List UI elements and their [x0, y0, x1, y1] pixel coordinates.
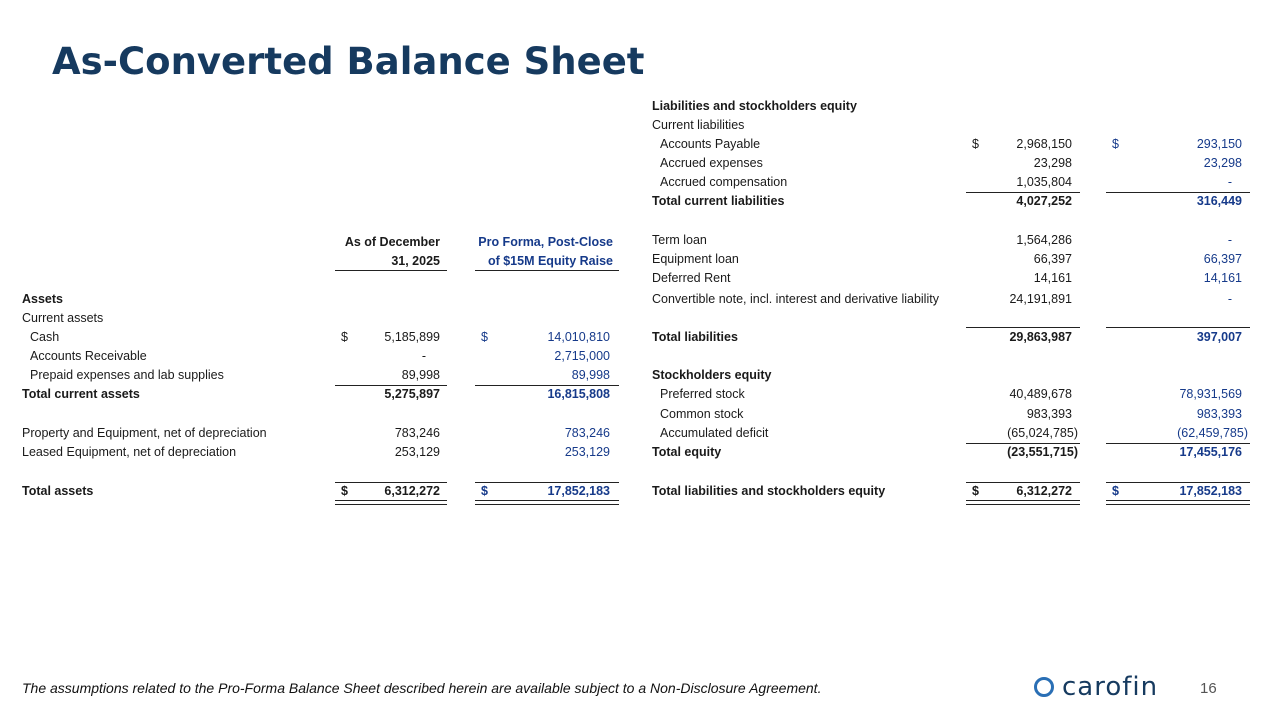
row-cash: Cash $ 5,185,899 $ 14,010,810	[30, 330, 610, 344]
row-accrued-expenses: Accrued expenses 23,298 23,298	[660, 156, 1242, 170]
liabilities-section: Liabilities and stockholders equity	[652, 99, 857, 113]
row-equipment-loan: Equipment loan 66,397 66,397	[652, 252, 1242, 266]
row-accrued-compensation: Accrued compensation 1,035,804 -	[660, 175, 1232, 189]
logo-ring-icon	[1034, 677, 1054, 697]
assets-section: Assets	[22, 292, 63, 306]
equity-section: Stockholders equity	[652, 368, 772, 382]
row-total-current-assets: Total current assets 5,275,897 16,815,808	[22, 387, 610, 401]
row-ppe: Property and Equipment, net of depreciation 783,246 783,246	[22, 426, 610, 440]
row-total-liabilities: Total liabilities 29,863,987 397,007	[652, 330, 1242, 344]
current-liabilities-heading: Current liabilities	[652, 118, 745, 132]
logo-text: carofin	[1062, 672, 1159, 702]
col2-header-line1: Pro Forma, Post-Close	[478, 235, 613, 249]
row-total-equity: Total equity (23,551,715) 17,455,176	[652, 445, 1242, 459]
page-title: As-Converted Balance Sheet	[52, 40, 645, 83]
row-deferred-rent: Deferred Rent 14,161 14,161	[652, 271, 1242, 285]
row-total-current-liabilities: Total current liabilities 4,027,252 316,449	[652, 194, 1242, 208]
col1-header-line2: 31, 2025	[391, 254, 440, 268]
current-assets-heading: Current assets	[22, 311, 104, 325]
footer-note: The assumptions related to the Pro-Forma Balance Sheet described herein are available subject to a Non-Disclosure Agreement.	[22, 680, 822, 696]
row-prepaid: Prepaid expenses and lab supplies 89,998 89,998	[30, 368, 610, 382]
carofin-logo	[1034, 672, 1158, 702]
page-number: 16	[1200, 680, 1217, 697]
col2-header-line2: of $15M Equity Raise	[487, 254, 613, 268]
row-accounts-receivable: Accounts Receivable - 2,715,000	[30, 349, 610, 363]
row-convertible-note: Convertible note, incl. interest and derivative liability 24,191,891 -	[652, 292, 1232, 306]
row-total-assets: Total assets $ 6,312,272 $ 17,852,183	[22, 484, 610, 498]
col1-header-line1: As of December	[344, 235, 440, 249]
row-term-loan: Term loan 1,564,286 -	[652, 233, 1232, 247]
row-common-stock: Common stock 983,393 983,393	[660, 407, 1242, 421]
row-leased: Leased Equipment, net of depreciation 253,129 253,129	[22, 445, 610, 459]
row-accounts-payable: Accounts Payable $ 2,968,150 $ 293,150	[660, 137, 1242, 151]
row-total-liabilities-equity: Total liabilities and stockholders equity $ 6,312,272 $ 17,852,183	[652, 484, 1242, 498]
row-accumulated-deficit: Accumulated deficit (65,024,785) (62,459,785)	[660, 426, 1248, 440]
row-preferred-stock: Preferred stock 40,489,678 78,931,569	[660, 387, 1242, 401]
